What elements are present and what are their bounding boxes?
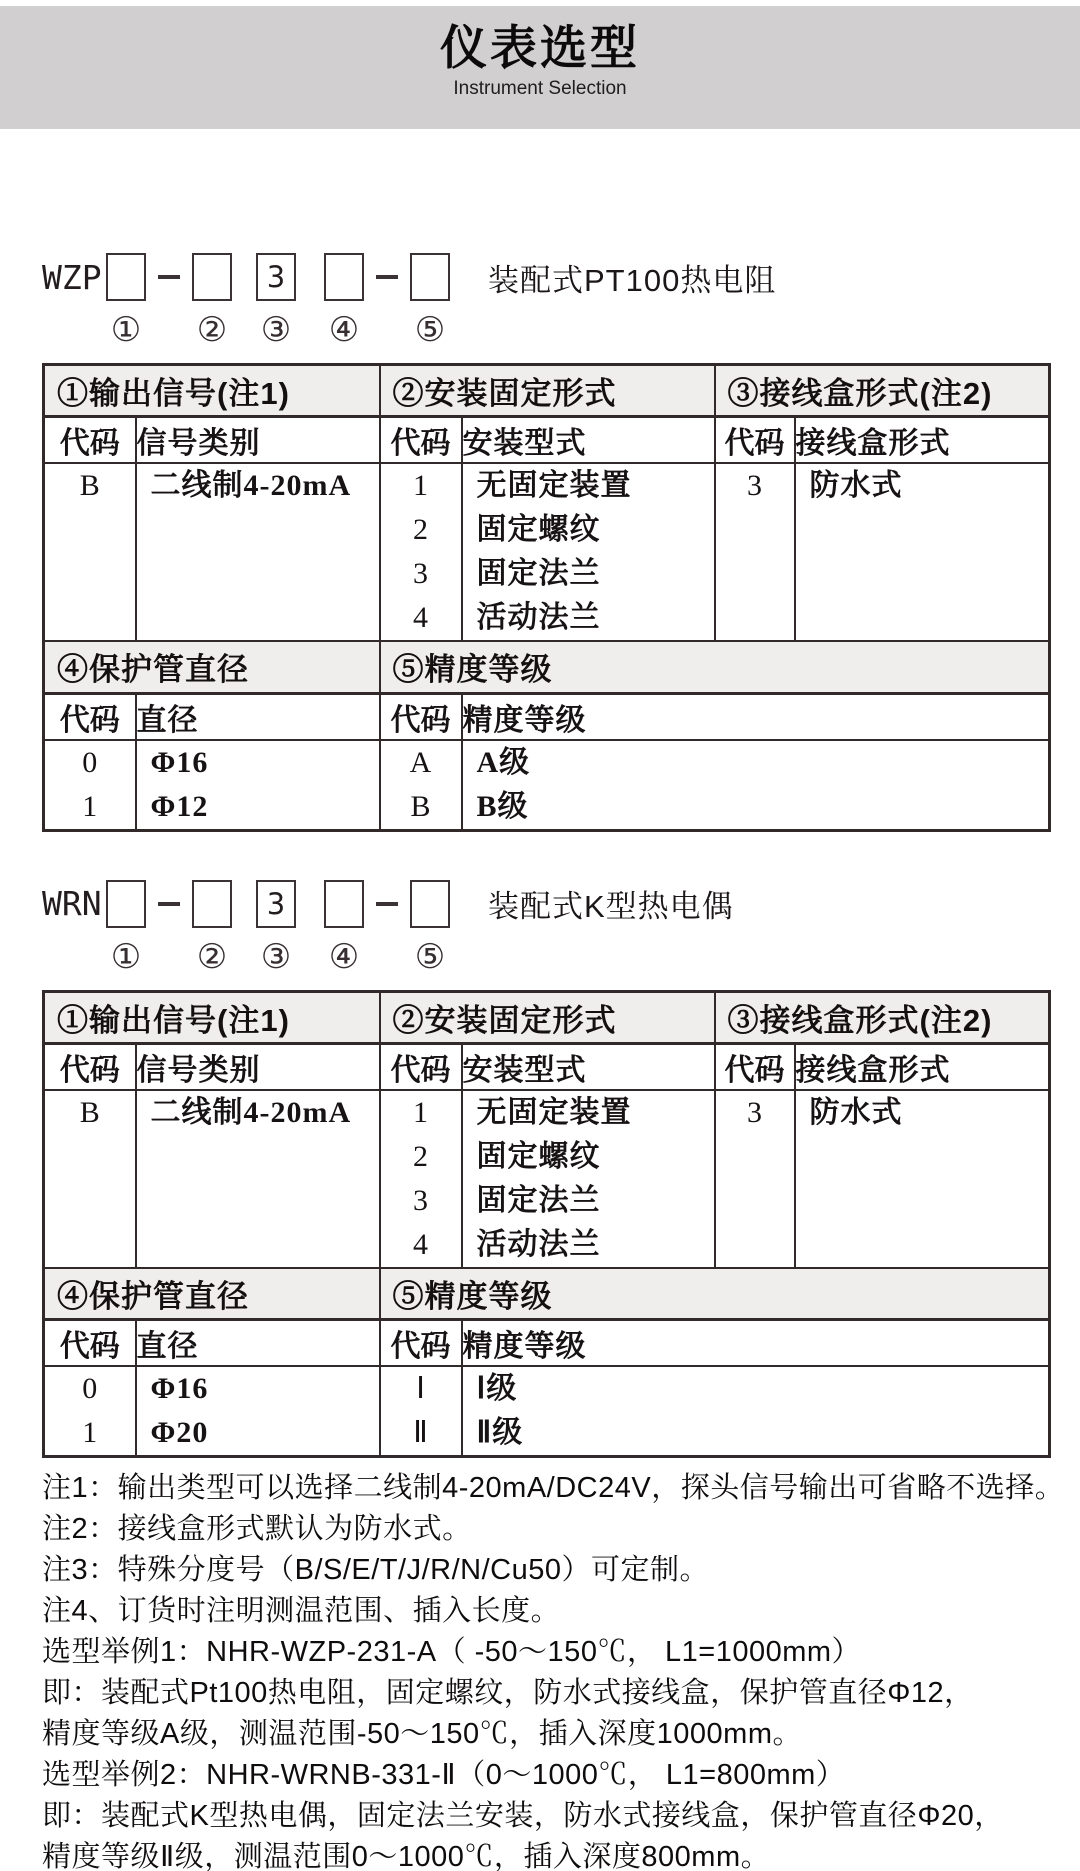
dash-separator xyxy=(146,253,192,301)
notes-section xyxy=(42,1468,1065,1871)
column-header-cell: 精度等级 xyxy=(462,1320,1050,1367)
note-line: 即：装配式Pt100热电阻，固定螺纹，防水式接线盒，保护管直径Φ12， xyxy=(42,1677,974,1709)
value-cell: 防水式 xyxy=(795,1090,1050,1268)
dash-separator xyxy=(364,253,410,301)
column-header-cell: 代码 xyxy=(380,693,462,740)
value-cell: 无固定装置 固定螺纹 固定法兰 活动法兰 xyxy=(462,1090,715,1268)
column-header-cell: 直径 xyxy=(136,693,380,740)
column-header-cell: 接线盒形式 xyxy=(795,417,1050,464)
position-marker-2: ② xyxy=(196,938,228,976)
model-description-wzp: 装配式PT100热电阻 xyxy=(488,262,777,298)
code-box-2 xyxy=(192,253,232,301)
position-marker-3: ③ xyxy=(260,938,292,976)
note-line: 精度等级A级，测温范围-50～150℃，插入深度1000mm。 xyxy=(42,1718,802,1750)
code-cell: 3 xyxy=(715,463,795,641)
column-header-cell: 代码 xyxy=(44,1320,136,1367)
section-title-cell: ⑤精度等级 xyxy=(380,641,1050,693)
code-box-4 xyxy=(324,253,364,301)
section-title-cell: ①输出信号(注1) xyxy=(44,365,380,417)
note-line: 选型举例2：NHR-WRNB-331-Ⅱ（0～1000℃， L1=800mm） xyxy=(42,1759,846,1791)
section-title-cell: ③接线盒形式(注2) xyxy=(715,991,1050,1043)
value-cell: 防水式 xyxy=(795,463,1050,641)
code-cell: 1 2 3 4 xyxy=(380,463,462,641)
section-title-cell: ②安装固定形式 xyxy=(380,365,715,417)
column-header-cell: 代码 xyxy=(380,1320,462,1367)
code-cell: A B xyxy=(380,740,462,831)
dash-separator xyxy=(364,880,410,928)
code-cell: B xyxy=(44,1090,136,1268)
note-line: 注4、订货时注明测温范围、插入长度。 xyxy=(42,1595,561,1627)
column-header-cell: 代码 xyxy=(44,417,136,464)
note-line: 注3：特殊分度号（B/S/E/T/J/R/N/Cu50）可定制。 xyxy=(42,1554,709,1586)
value-cell: 二线制4-20mA xyxy=(136,1090,380,1268)
position-marker-1: ① xyxy=(110,312,142,349)
code-box-4 xyxy=(324,880,364,928)
model-description-wrn: 装配式K型热电偶 xyxy=(488,889,734,924)
model-code-line-wrn xyxy=(42,878,1048,930)
code-cell: 3 xyxy=(715,1090,795,1268)
column-header-cell: 精度等级 xyxy=(462,693,1050,740)
model-prefix-wrn: WRN xyxy=(42,884,102,923)
position-marker-row-wrn xyxy=(42,938,1048,978)
code-box-5 xyxy=(410,880,450,928)
column-header-cell: 信号类别 xyxy=(136,1043,380,1090)
code-box-3: 3 xyxy=(256,880,296,928)
dash-separator xyxy=(146,880,192,928)
code-cell: 0 1 xyxy=(44,740,136,831)
section-title-cell: ①输出信号(注1) xyxy=(44,991,380,1043)
section-title-cell: ④保护管直径 xyxy=(44,1268,380,1320)
value-cell: A级 B级 xyxy=(462,740,1050,831)
page-header xyxy=(0,6,1080,129)
column-header-cell: 安装型式 xyxy=(462,1043,715,1090)
note-line: 选型举例1：NHR-WZP-231-A（ -50～150℃， L1=1000mm） xyxy=(42,1636,862,1668)
column-header-cell: 代码 xyxy=(44,1043,136,1090)
content-area xyxy=(42,251,1065,1871)
position-marker-5: ⑤ xyxy=(414,312,446,349)
model-prefix-wzp: WZP xyxy=(42,257,102,297)
position-marker-3: ③ xyxy=(260,312,292,349)
note-line: 注1：输出类型可以选择二线制4-20mA/DC24V，探头信号输出可省略不选择。 xyxy=(42,1472,1065,1504)
code-box-1 xyxy=(106,880,146,928)
position-marker-5: ⑤ xyxy=(414,938,446,976)
section-title-cell: ③接线盒形式(注2) xyxy=(715,365,1050,417)
code-box-5 xyxy=(410,253,450,301)
column-header-cell: 代码 xyxy=(715,1043,795,1090)
value-cell: Φ16 Φ20 xyxy=(136,1366,380,1457)
value-cell: 二线制4-20mA xyxy=(136,463,380,641)
position-marker-1: ① xyxy=(110,938,142,976)
position-marker-4: ④ xyxy=(328,938,360,976)
section-title-cell: ⑤精度等级 xyxy=(380,1268,1050,1320)
code-cell: 0 1 xyxy=(44,1366,136,1457)
column-header-cell: 接线盒形式 xyxy=(795,1043,1050,1090)
section-title-cell: ④保护管直径 xyxy=(44,641,380,693)
page-title: 仪表选型 xyxy=(440,21,640,74)
code-cell: B xyxy=(44,463,136,641)
selection-table-wzp xyxy=(42,363,1051,832)
value-cell: Φ16 Φ12 xyxy=(136,740,380,831)
column-header-cell: 代码 xyxy=(380,1043,462,1090)
column-header-cell: 代码 xyxy=(380,417,462,464)
column-header-cell: 代码 xyxy=(44,693,136,740)
code-box-1 xyxy=(106,253,146,301)
column-header-cell: 代码 xyxy=(715,417,795,464)
column-header-cell: 安装型式 xyxy=(462,417,715,464)
code-box-3: 3 xyxy=(256,253,296,301)
position-marker-row-wzp xyxy=(42,311,1048,351)
code-cell: 1 2 3 4 xyxy=(380,1090,462,1268)
model-code-line-wzp xyxy=(42,251,1048,303)
code-cell: Ⅰ Ⅱ xyxy=(380,1366,462,1457)
page-subtitle: Instrument Selection xyxy=(453,78,627,99)
position-marker-4: ④ xyxy=(328,312,360,349)
section-title-cell: ②安装固定形式 xyxy=(380,991,715,1043)
note-line: 注2：接线盒形式默认为防水式。 xyxy=(42,1513,472,1545)
selection-table-wrn xyxy=(42,990,1051,1459)
note-line: 精度等级Ⅱ级，测温范围0～1000℃，插入深度800mm。 xyxy=(42,1841,771,1871)
position-marker-2: ② xyxy=(196,312,228,349)
value-cell: 无固定装置 固定螺纹 固定法兰 活动法兰 xyxy=(462,463,715,641)
column-header-cell: 直径 xyxy=(136,1320,380,1367)
column-header-cell: 信号类别 xyxy=(136,417,380,464)
note-line: 即：装配式K型热电偶，固定法兰安装，防水式接线盒，保护管直径Φ20， xyxy=(42,1800,1004,1832)
value-cell: Ⅰ级 Ⅱ级 xyxy=(462,1366,1050,1457)
code-box-2 xyxy=(192,880,232,928)
